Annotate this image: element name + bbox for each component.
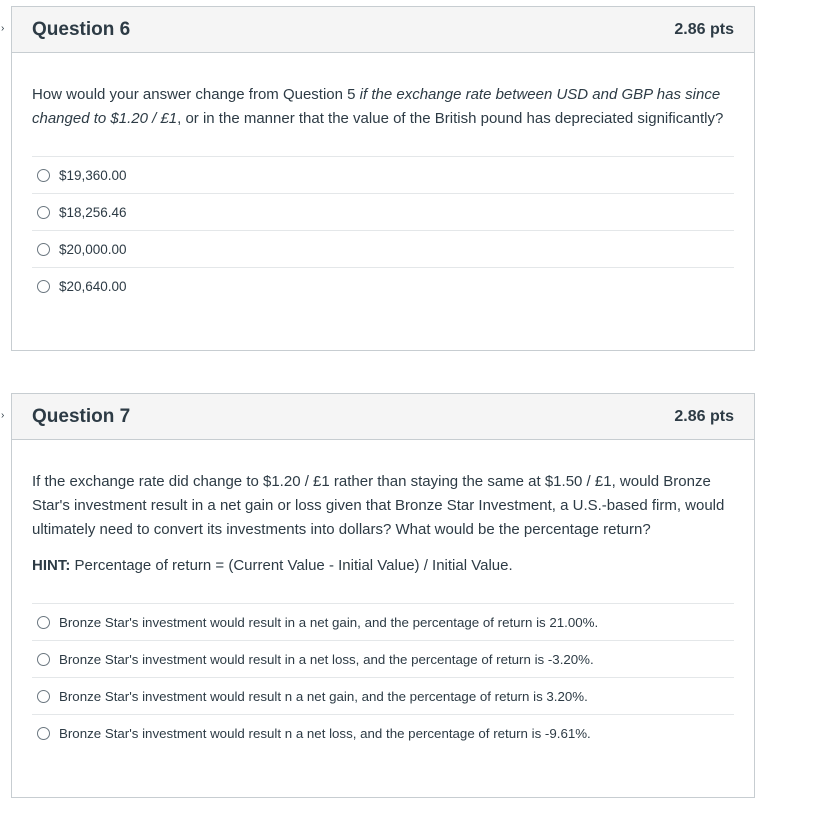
- radio-button[interactable]: [37, 616, 50, 629]
- question-7-card: [1, 393, 755, 798]
- question-text: If the exchange rate did change to $1.20 / £1 rather than staying the same at $1.50 / £1, would Bronze Star's investment result in a net gain or loss given that Bronze Star Investment, a U.S.-based firm, would ultimately need to convert its investments into dollars? What would be the percentage return?: [32, 473, 725, 538]
- question-text-part: How would your answer change from Question 5: [32, 86, 360, 103]
- answer-option[interactable]: [32, 678, 734, 715]
- radio-button[interactable]: [37, 727, 50, 740]
- hint-label: HINT:: [32, 557, 71, 574]
- answer-option[interactable]: [32, 194, 734, 231]
- question-header: [12, 7, 754, 53]
- answer-option[interactable]: [32, 715, 734, 752]
- hint-text: [32, 554, 734, 578]
- radio-button[interactable]: [37, 243, 50, 256]
- answer-label: $18,256.46: [59, 204, 127, 220]
- question-title: Question 6: [32, 18, 131, 40]
- hint-formula: Percentage of return = (Current Value - Initial Value) / Initial Value.: [70, 557, 513, 574]
- radio-button[interactable]: [37, 653, 50, 666]
- answer-label: $20,640.00: [59, 279, 127, 294]
- answer-list: [32, 156, 734, 305]
- radio-button[interactable]: [37, 690, 50, 703]
- question-text-part: , or in the manner that the value of the British pound has depreciated significantly?: [177, 110, 724, 127]
- question-points: 2.86 pts: [674, 407, 734, 425]
- question-body: [12, 53, 754, 305]
- question-text-emphasis: if the exchange rate between USD and GBP has since changed to $1.20 / £1: [32, 86, 721, 127]
- answer-label: $20,000.00: [59, 241, 127, 257]
- radio-button[interactable]: [37, 206, 50, 219]
- answer-label: Bronze Star's investment would result in a net loss, and the percentage of return is -3.20%.: [59, 651, 594, 667]
- answer-label: Bronze Star's investment would result in a net gain, and the percentage of return is 21.00%.: [59, 614, 599, 630]
- question-6-card: [1, 6, 755, 351]
- answer-label: Bronze Star's investment would result n a net loss, and the percentage of return is -9.61%.: [59, 726, 591, 741]
- answer-list: [32, 603, 734, 752]
- question-header: [12, 394, 754, 440]
- radio-button[interactable]: [37, 169, 50, 182]
- question-marker-icon: ›: [1, 23, 5, 34]
- answer-option[interactable]: [32, 604, 734, 641]
- question-marker-icon: ›: [1, 410, 5, 421]
- answer-option[interactable]: [32, 157, 734, 194]
- radio-button[interactable]: [37, 280, 50, 293]
- answer-option[interactable]: [32, 268, 734, 305]
- question-points: 2.86 pts: [674, 20, 734, 38]
- question-text: [32, 83, 734, 131]
- answer-option[interactable]: [32, 641, 734, 678]
- answer-option[interactable]: [32, 231, 734, 268]
- answer-label: Bronze Star's investment would result n a net gain, and the percentage of return is 3.20%.: [59, 688, 588, 704]
- question-body: [12, 440, 754, 752]
- question-title: Question 7: [32, 405, 131, 427]
- answer-label: $19,360.00: [59, 167, 127, 183]
